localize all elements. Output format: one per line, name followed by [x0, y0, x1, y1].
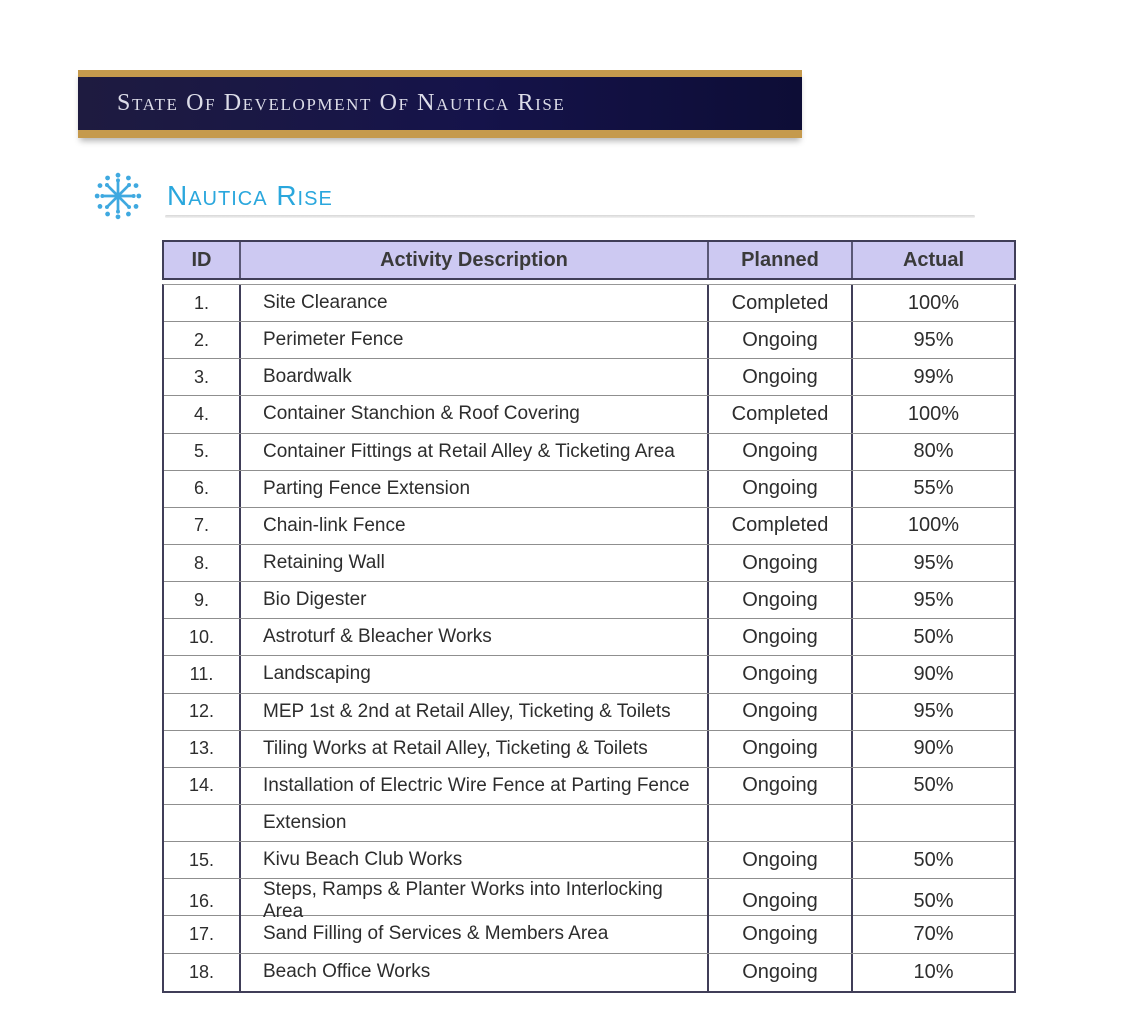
- cell-actual: 100%: [907, 291, 960, 314]
- cell-activity: MEP 1st & 2nd at Retail Alley, Ticketing & Toilets: [241, 694, 709, 730]
- cell-planned: Ongoing: [709, 768, 853, 804]
- cell-actual: 99%: [913, 365, 954, 388]
- table-row: [164, 619, 1014, 656]
- cell-planned: Ongoing: [709, 731, 853, 767]
- cell-actual: 100%: [907, 514, 960, 537]
- activities-table-body: [162, 284, 1016, 993]
- cell-activity: Retaining Wall: [241, 545, 709, 581]
- cell-id: 14.: [164, 768, 241, 804]
- cell-planned: Ongoing: [709, 694, 853, 730]
- cell-id: 4.: [164, 396, 241, 432]
- cell-planned: Ongoing: [709, 954, 853, 991]
- table-row: [164, 359, 1014, 396]
- activities-table-header: [162, 240, 1016, 280]
- cell-activity: Steps, Ramps & Planter Works into Interlocking Area: [241, 879, 709, 923]
- column-header-activity: Activity Description: [241, 242, 709, 278]
- cell-activity: Bio Digester: [241, 582, 709, 618]
- cell-planned: Ongoing: [709, 879, 853, 923]
- banner-title: State Of Development Of Nautica Rise: [117, 90, 566, 116]
- cell-id: 5.: [164, 434, 241, 470]
- cell-id: 8.: [164, 545, 241, 581]
- cell-id: 1.: [164, 285, 241, 321]
- cell-id: 10.: [164, 619, 241, 655]
- cell-activity: Container Fittings at Retail Alley & Ticketing Area: [241, 434, 709, 470]
- cell-actual: 100%: [907, 402, 960, 425]
- cell-activity: Tiling Works at Retail Alley, Ticketing & Toilets: [241, 731, 709, 767]
- cell-id: 17.: [164, 916, 241, 952]
- cell-planned: Ongoing: [709, 545, 853, 581]
- cell-planned: Ongoing: [709, 656, 853, 692]
- cell-activity: Container Stanchion & Roof Covering: [241, 396, 709, 432]
- cell-actual: [853, 805, 1014, 841]
- cell-id: 7.: [164, 508, 241, 544]
- cell-activity: Boardwalk: [241, 359, 709, 395]
- cell-actual: 95%: [913, 588, 954, 611]
- cell-planned: Ongoing: [709, 582, 853, 618]
- table-row: [164, 396, 1014, 433]
- cell-id: 18.: [164, 954, 241, 991]
- cell-actual: 95%: [913, 700, 954, 723]
- cell-planned: Ongoing: [709, 359, 853, 395]
- cell-activity: Site Clearance: [241, 285, 709, 321]
- cell-activity: Chain-link Fence: [241, 508, 709, 544]
- table-row: [164, 434, 1014, 471]
- cell-planned: Ongoing: [709, 842, 853, 878]
- table-row: [164, 805, 1014, 842]
- table-row: [164, 471, 1014, 508]
- cell-planned: Completed: [709, 508, 853, 544]
- cell-activity: Beach Office Works: [241, 954, 709, 991]
- cell-id: 16.: [164, 879, 241, 923]
- cell-activity: Extension: [241, 805, 709, 841]
- table-row: [164, 322, 1014, 359]
- cell-actual: 10%: [913, 960, 954, 983]
- table-row: [164, 768, 1014, 805]
- cell-planned: Completed: [709, 285, 853, 321]
- cell-id: 3.: [164, 359, 241, 395]
- cell-planned: Completed: [709, 396, 853, 432]
- cell-activity: Installation of Electric Wire Fence at Parting Fence: [241, 768, 709, 804]
- cell-planned: Ongoing: [709, 322, 853, 358]
- cell-planned: [709, 805, 853, 841]
- table-row: [164, 731, 1014, 768]
- cell-id: 15.: [164, 842, 241, 878]
- cell-activity: Parting Fence Extension: [241, 471, 709, 507]
- cell-planned: Ongoing: [709, 619, 853, 655]
- cell-activity: Astroturf & Bleacher Works: [241, 619, 709, 655]
- cell-id: 2.: [164, 322, 241, 358]
- table-row: [164, 954, 1014, 991]
- table-row: [164, 545, 1014, 582]
- table-row: [164, 285, 1014, 322]
- cell-planned: Ongoing: [709, 434, 853, 470]
- cell-planned: Ongoing: [709, 916, 853, 952]
- cell-id: 12.: [164, 694, 241, 730]
- section-title: Nautica Rise: [167, 180, 333, 211]
- cell-actual: 90%: [913, 737, 954, 760]
- table-row: [164, 508, 1014, 545]
- column-header-id: ID: [164, 242, 241, 278]
- table-row: [164, 656, 1014, 693]
- column-header-actual: Actual: [902, 248, 965, 271]
- cell-actual: 90%: [913, 662, 954, 685]
- table-row: [164, 879, 1014, 923]
- cell-id: 13.: [164, 731, 241, 767]
- section-divider: [165, 215, 975, 218]
- cell-actual: 50%: [913, 848, 954, 871]
- cell-actual: 70%: [913, 922, 954, 945]
- cell-id: [164, 805, 241, 841]
- cell-activity: Sand Filling of Services & Members Area: [241, 916, 709, 952]
- cell-actual: 80%: [913, 440, 954, 463]
- table-row: [164, 842, 1014, 879]
- cell-actual: 55%: [913, 477, 954, 500]
- snowflake-icon: [93, 171, 143, 221]
- cell-id: 11.: [164, 656, 241, 692]
- cell-activity: Perimeter Fence: [241, 322, 709, 358]
- cell-id: 6.: [164, 471, 241, 507]
- table-row: [164, 582, 1014, 619]
- cell-actual: 50%: [913, 774, 954, 797]
- cell-actual: 50%: [913, 625, 954, 648]
- column-header-planned: Planned: [709, 242, 853, 278]
- title-banner: [78, 70, 802, 138]
- cell-activity: Landscaping: [241, 656, 709, 692]
- cell-activity: Kivu Beach Club Works: [241, 842, 709, 878]
- table-row: [164, 916, 1014, 953]
- cell-id: 9.: [164, 582, 241, 618]
- cell-actual: 95%: [913, 328, 954, 351]
- cell-actual: 95%: [913, 551, 954, 574]
- table-row: [164, 694, 1014, 731]
- cell-planned: Ongoing: [709, 471, 853, 507]
- cell-actual: 50%: [913, 889, 954, 912]
